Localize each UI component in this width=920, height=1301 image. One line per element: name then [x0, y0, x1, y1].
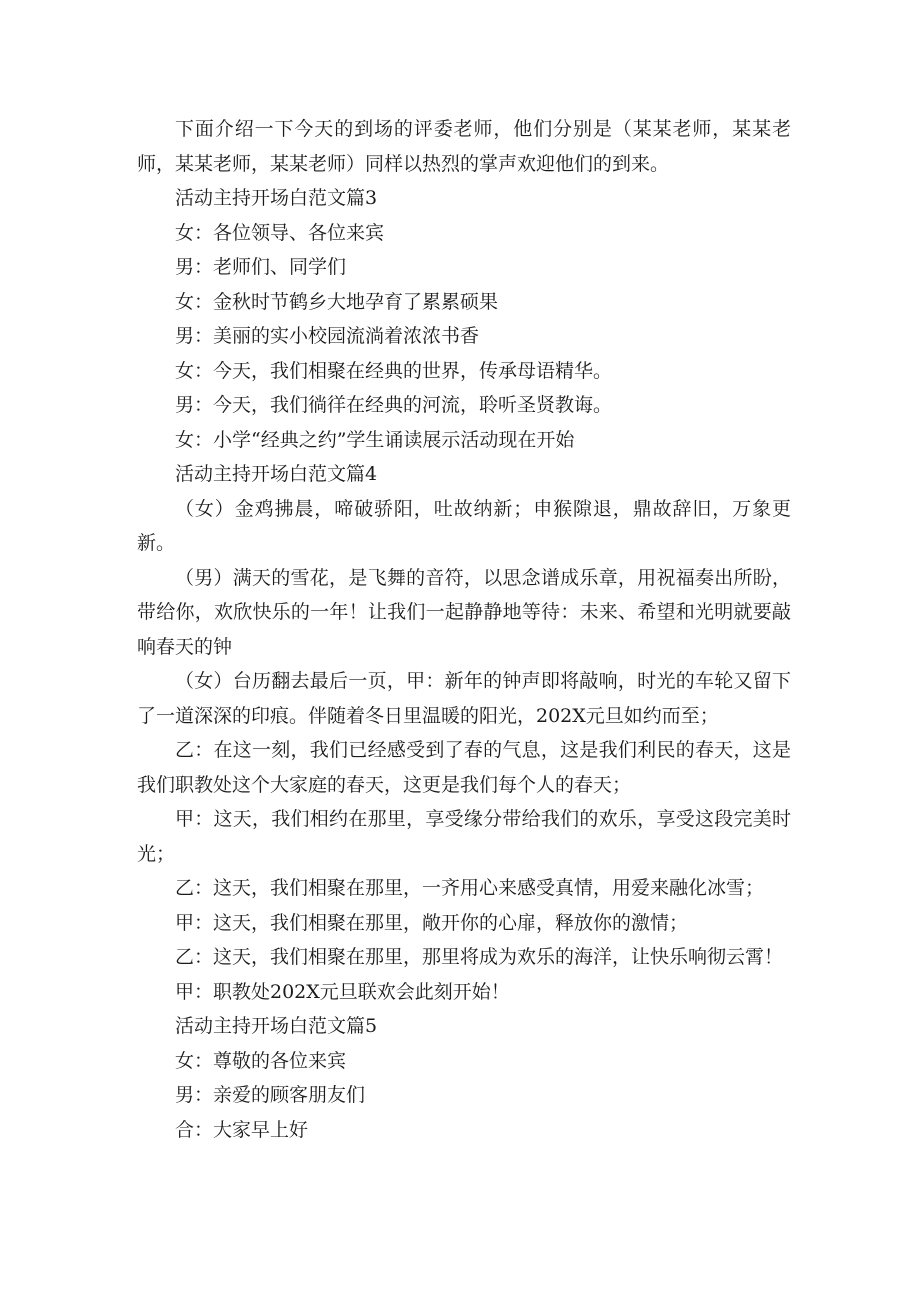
- dialogue-paragraph: 乙：在这一刻，我们已经感受到了春的气息，这是我们利民的春天，这是我们职教处这个大家庭的春天，这更是我们每个人的春天；: [137, 739, 791, 796]
- dialogue-line: 女：尊敬的各位来宾: [175, 1049, 347, 1072]
- dialogue-paragraph: 甲：这天，我们相聚在那里，敞开你的心扉，释放你的激情；: [175, 911, 689, 934]
- dialogue-paragraph: 甲：职教处202X元旦联欢会此刻开始！: [175, 980, 510, 1003]
- dialogue-line: 女：各位领导、各位来宾: [175, 221, 385, 244]
- dialogue-line: 女：小学“经典之约”学生诵读展示活动现在开始: [175, 428, 575, 451]
- dialogue-line: 男：今天，我们徜徉在经典的河流，聆听圣贤教诲。: [175, 394, 613, 416]
- dialogue-line: 男：亲爱的顾客朋友们: [175, 1084, 366, 1106]
- dialogue-line: 合：大家早上好: [175, 1118, 309, 1141]
- section-heading-4: 活动主持开场白范文篇4: [175, 463, 378, 485]
- dialogue-paragraph: 乙：这天，我们相聚在那里，那里将成为欢乐的海洋，让快乐响彻云霄！: [175, 946, 784, 968]
- dialogue-line: 女：今天，我们相聚在经典的世界，传承母语精华。: [175, 359, 613, 382]
- section-heading-5: 活动主持开场白范文篇5: [175, 1015, 378, 1037]
- dialogue-paragraph: 甲：这天，我们相约在那里，享受缘分带给我们的欢乐，享受这段完美时光；: [137, 808, 791, 865]
- dialogue-paragraph: （女）金鸡拂晨，啼破骄阳，吐故纳新；申猴隙退，鼎故辞旧，万象更新。: [137, 497, 791, 554]
- section-heading-3: 活动主持开场白范文篇3: [175, 187, 378, 209]
- dialogue-line: 男：美丽的实小校园流淌着浓浓书香: [175, 325, 480, 347]
- dialogue-paragraph: （女）台历翻去最后一页，甲：新年的钟声即将敲响，时光的车轮又留下了一道深深的印痕。伴随着冬日里温暖的阳光，202X元旦如约而至；: [137, 670, 791, 727]
- dialogue-paragraph: 乙：这天，我们相聚在那里，一齐用心来感受真情，用爱来融化冰雪；: [175, 877, 765, 899]
- paragraph-judges-intro: 下面介绍一下今天的到场的评委老师，他们分别是（某某老师，某某老师，某某老师，某某老师）同样以热烈的掌声欢迎他们的到来。: [137, 118, 791, 175]
- document-body: [137, 112, 791, 1147]
- dialogue-paragraph: （男）满天的雪花，是飞舞的音符，以思念谱成乐章，用祝福奏出所盼，带给你，欢欣快乐的一年！让我们一起静静地等待：未来、希望和光明就要敲响春天的钟: [137, 566, 791, 658]
- dialogue-line: 女：金秋时节鹤乡大地孕育了累累硕果: [175, 290, 499, 313]
- dialogue-line: 男：老师们、同学们: [175, 256, 347, 278]
